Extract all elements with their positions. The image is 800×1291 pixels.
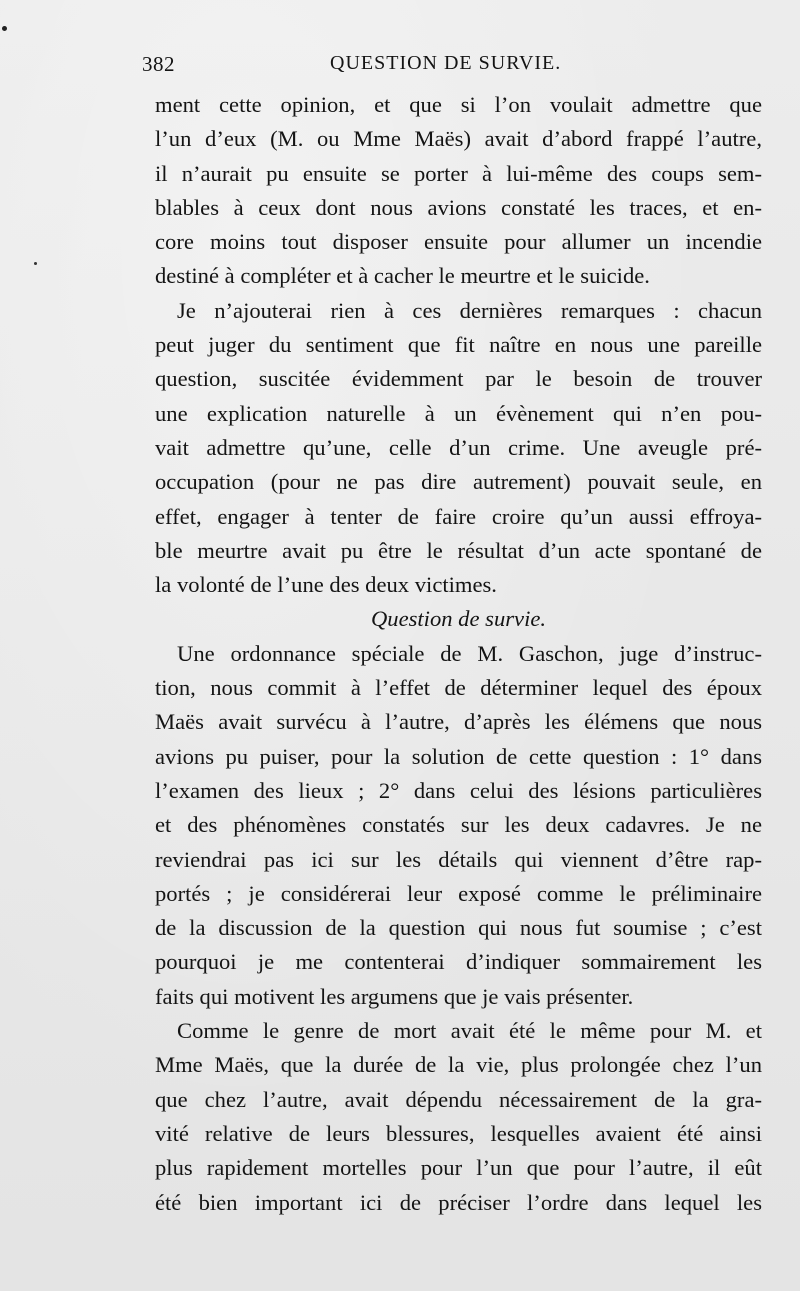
page-number: 382 [142, 52, 175, 76]
text-line: tion, nous commit à l’effet de déterminer lequel des époux [155, 675, 762, 701]
running-title: QUESTION DE SURVIE. [330, 52, 562, 74]
text-line: reviendrai pas ici sur les détails qui viennent d’être rap- [155, 846, 762, 872]
text-line: avions pu puiser, pour la solution de cette question : 1° dans [155, 743, 762, 769]
text-line: portés ; je considérerai leur exposé comme le préliminaire [155, 880, 762, 906]
ink-speck [2, 26, 7, 31]
page-header [0, 52, 800, 82]
text-line: Maës avait survécu à l’autre, d’après les élémens que nous [155, 709, 762, 735]
text-line: destiné à compléter et à cacher le meurtre et le suicide. [155, 263, 650, 289]
text-line: ble meurtre avait pu être le résultat d’un acte spontané de [155, 537, 762, 563]
text-line: la volonté de l’une des deux victimes. [155, 572, 497, 598]
text-line: faits qui motivent les argumens que je vais présenter. [155, 983, 634, 1009]
text-line: effet, engager à tenter de faire croire qu’un aussi effroya- [155, 503, 762, 529]
text-line: de la discussion de la question qui nous fut soumise ; c’est [155, 915, 762, 941]
ink-speck [34, 262, 37, 265]
text-line: core moins tout disposer ensuite pour allumer un incendie [155, 229, 762, 255]
text-line: été bien important ici de préciser l’ordre dans lequel les [155, 1189, 762, 1215]
text-line: ment cette opinion, et que si l’on voulait admettre que [155, 92, 762, 117]
text-line: Une ordonnance spéciale de M. Gaschon, juge d’instruc- [177, 640, 762, 666]
text-line: l’un d’eux (M. ou Mme Maës) avait d’abord frappé l’autre, [155, 126, 762, 152]
text-line: vait admettre qu’une, celle d’un crime. Une aveugle pré- [155, 434, 762, 460]
section-heading: Question de survie. [370, 606, 547, 632]
text-line: que chez l’autre, avait dépendu nécessairement de la gra- [155, 1086, 762, 1112]
body-text [155, 88, 762, 1220]
text-line: question, suscitée évidemment par le besoin de trouver [155, 366, 762, 392]
text-line: vité relative de leurs blessures, lesquelles avaient été ainsi [155, 1120, 762, 1146]
text-line: une explication naturelle à un évènement qui n’en pou- [155, 400, 762, 426]
text-line: Comme le genre de mort avait été le même pour M. et [177, 1018, 762, 1044]
text-line: plus rapidement mortelles pour l’un que pour l’autre, il eût [155, 1155, 762, 1181]
text-line: il n’aurait pu ensuite se porter à lui-même des coups sem- [155, 160, 762, 186]
text-line: occupation (pour ne pas dire autrement) pouvait seule, en [155, 469, 762, 495]
text-line: peut juger du sentiment que fit naître en nous une pareille [155, 332, 762, 358]
text-line: blables à ceux dont nous avions constaté les traces, et en- [155, 194, 762, 220]
text-line: l’examen des lieux ; 2° dans celui des lésions particulières [155, 777, 762, 803]
text-line: Je n’ajouterai rien à ces dernières remarques : chacun [177, 297, 762, 323]
text-line: et des phénomènes constatés sur les deux cadavres. Je ne [155, 812, 762, 838]
text-line: Mme Maës, que la durée de la vie, plus prolongée chez l’un [155, 1052, 762, 1078]
text-line: pourquoi je me contenterai d’indiquer sommairement les [155, 949, 762, 975]
